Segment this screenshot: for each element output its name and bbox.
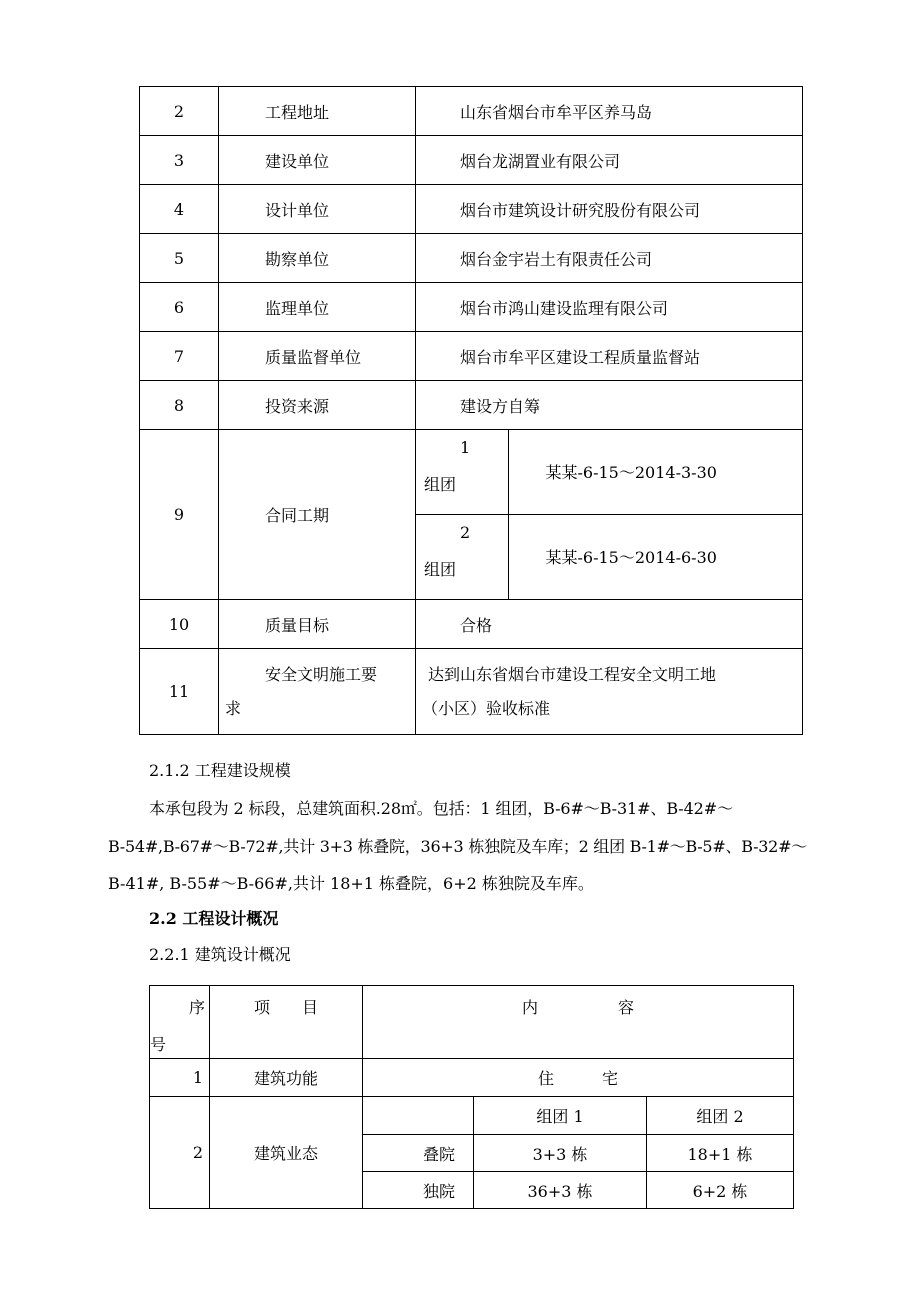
paragraph-line: B-41#, B-55#～B-66#,共计 18+1 栋叠院，6+2 栋独院及车库。 <box>108 874 594 893</box>
row-label: 合同工期 <box>219 430 416 600</box>
contract-groups-cell <box>416 430 803 600</box>
row-label: 勘察单位 <box>219 234 416 283</box>
table-row <box>140 381 803 430</box>
group-value: 36+3 栋 <box>474 1172 647 1209</box>
seq-header <box>150 986 210 1059</box>
row-value: 合格 <box>416 600 803 649</box>
contract-period-row <box>140 430 803 600</box>
row-label: 工程地址 <box>219 87 416 136</box>
label-line: 安全文明施工要 <box>265 664 378 684</box>
row-label <box>219 649 416 735</box>
row-label: 设计单位 <box>219 185 416 234</box>
group-value: 18+1 栋 <box>647 1135 794 1172</box>
row-number: 6 <box>140 283 219 332</box>
row-number: 3 <box>140 136 219 185</box>
group-value: 3+3 栋 <box>474 1135 647 1172</box>
table-row <box>140 234 803 283</box>
row-value: 住 宅 <box>363 1059 794 1097</box>
item-header: 项 目 <box>210 986 363 1059</box>
table-row <box>140 136 803 185</box>
row-number: 2 <box>150 1097 210 1209</box>
table-row <box>140 185 803 234</box>
table-row <box>150 1097 794 1135</box>
section-heading-2-1-2: 2.1.2 工程建设规模 <box>149 761 291 780</box>
value-line: 达到山东省烟台市建设工程安全文明工地 <box>428 664 717 684</box>
section-heading-2-2: 2.2 工程设计概况 <box>149 909 279 928</box>
group-id-cell <box>416 514 508 599</box>
row-value <box>416 649 803 735</box>
row-label: 质量监督单位 <box>219 332 416 381</box>
content-header: 内 容 <box>363 986 794 1059</box>
row-number: 7 <box>140 332 219 381</box>
row-number: 5 <box>140 234 219 283</box>
table-row <box>140 649 803 735</box>
table-row <box>140 332 803 381</box>
row-label: 建筑功能 <box>210 1059 363 1097</box>
row-number: 9 <box>140 430 219 600</box>
type-label: 独院 <box>363 1172 474 1209</box>
table-row <box>140 87 803 136</box>
row-value: 建设方自筹 <box>416 381 803 430</box>
type-label: 叠院 <box>363 1135 474 1172</box>
row-label: 建筑业态 <box>210 1097 363 1209</box>
table-row <box>150 1059 794 1097</box>
header-row <box>150 986 794 1059</box>
row-label: 投资来源 <box>219 381 416 430</box>
section-heading-2-2-1: 2.2.1 建筑设计概况 <box>149 945 291 964</box>
row-value: 烟台龙湖置业有限公司 <box>416 136 803 185</box>
project-info-table <box>139 86 803 735</box>
row-number: 8 <box>140 381 219 430</box>
contract-groups-table <box>416 430 803 599</box>
group-label: 组团 <box>424 475 457 494</box>
row-number: 2 <box>140 87 219 136</box>
paragraph-line: 本承包段为 2 标段，总建筑面积.28㎡。包括：1 组团，B-6#～B-31#、B-42#～ <box>149 799 733 818</box>
group-label: 组团 <box>424 559 457 579</box>
group-number: 1 <box>460 438 471 457</box>
contract-group-row <box>416 430 803 514</box>
label-line: 求 <box>225 698 242 718</box>
contract-group-row <box>416 514 803 599</box>
seq-header-line: 号 <box>150 1035 167 1054</box>
row-value: 烟台市牟平区建设工程质量监督站 <box>416 332 803 381</box>
row-number: 1 <box>150 1059 210 1097</box>
group-header: 组团 2 <box>647 1097 794 1135</box>
group-header: 组团 1 <box>474 1097 647 1135</box>
seq-header-line: 序 <box>188 998 205 1017</box>
table-row <box>140 283 803 332</box>
building-design-table <box>149 985 794 1209</box>
group-number: 2 <box>460 522 471 542</box>
paragraph-line: B-54#,B-67#～B-72#,共计 3+3 栋叠院，36+3 栋独院及车库；2 组团 B-1#～B-5#、B-32#～ <box>108 837 807 856</box>
row-number: 4 <box>140 185 219 234</box>
row-value: 山东省烟台市牟平区养马岛 <box>416 87 803 136</box>
row-number: 10 <box>140 600 219 649</box>
row-value: 烟台市建筑设计研究股份有限公司 <box>416 185 803 234</box>
group-value: 6+2 栋 <box>647 1172 794 1209</box>
value-line: （小区）验收标准 <box>422 698 551 718</box>
group-period: 某某-6-15～2014-3-30 <box>545 463 717 483</box>
row-value: 烟台市鸿山建设监理有限公司 <box>416 283 803 332</box>
row-value: 烟台金宇岩土有限责任公司 <box>416 234 803 283</box>
group-period: 某某-6-15～2014-6-30 <box>508 514 803 599</box>
group-id-cell <box>416 430 508 514</box>
table-row <box>140 600 803 649</box>
row-label: 监理单位 <box>219 283 416 332</box>
row-label: 质量目标 <box>219 600 416 649</box>
row-number: 11 <box>140 649 219 735</box>
empty-cell <box>363 1097 474 1135</box>
row-label: 建设单位 <box>219 136 416 185</box>
